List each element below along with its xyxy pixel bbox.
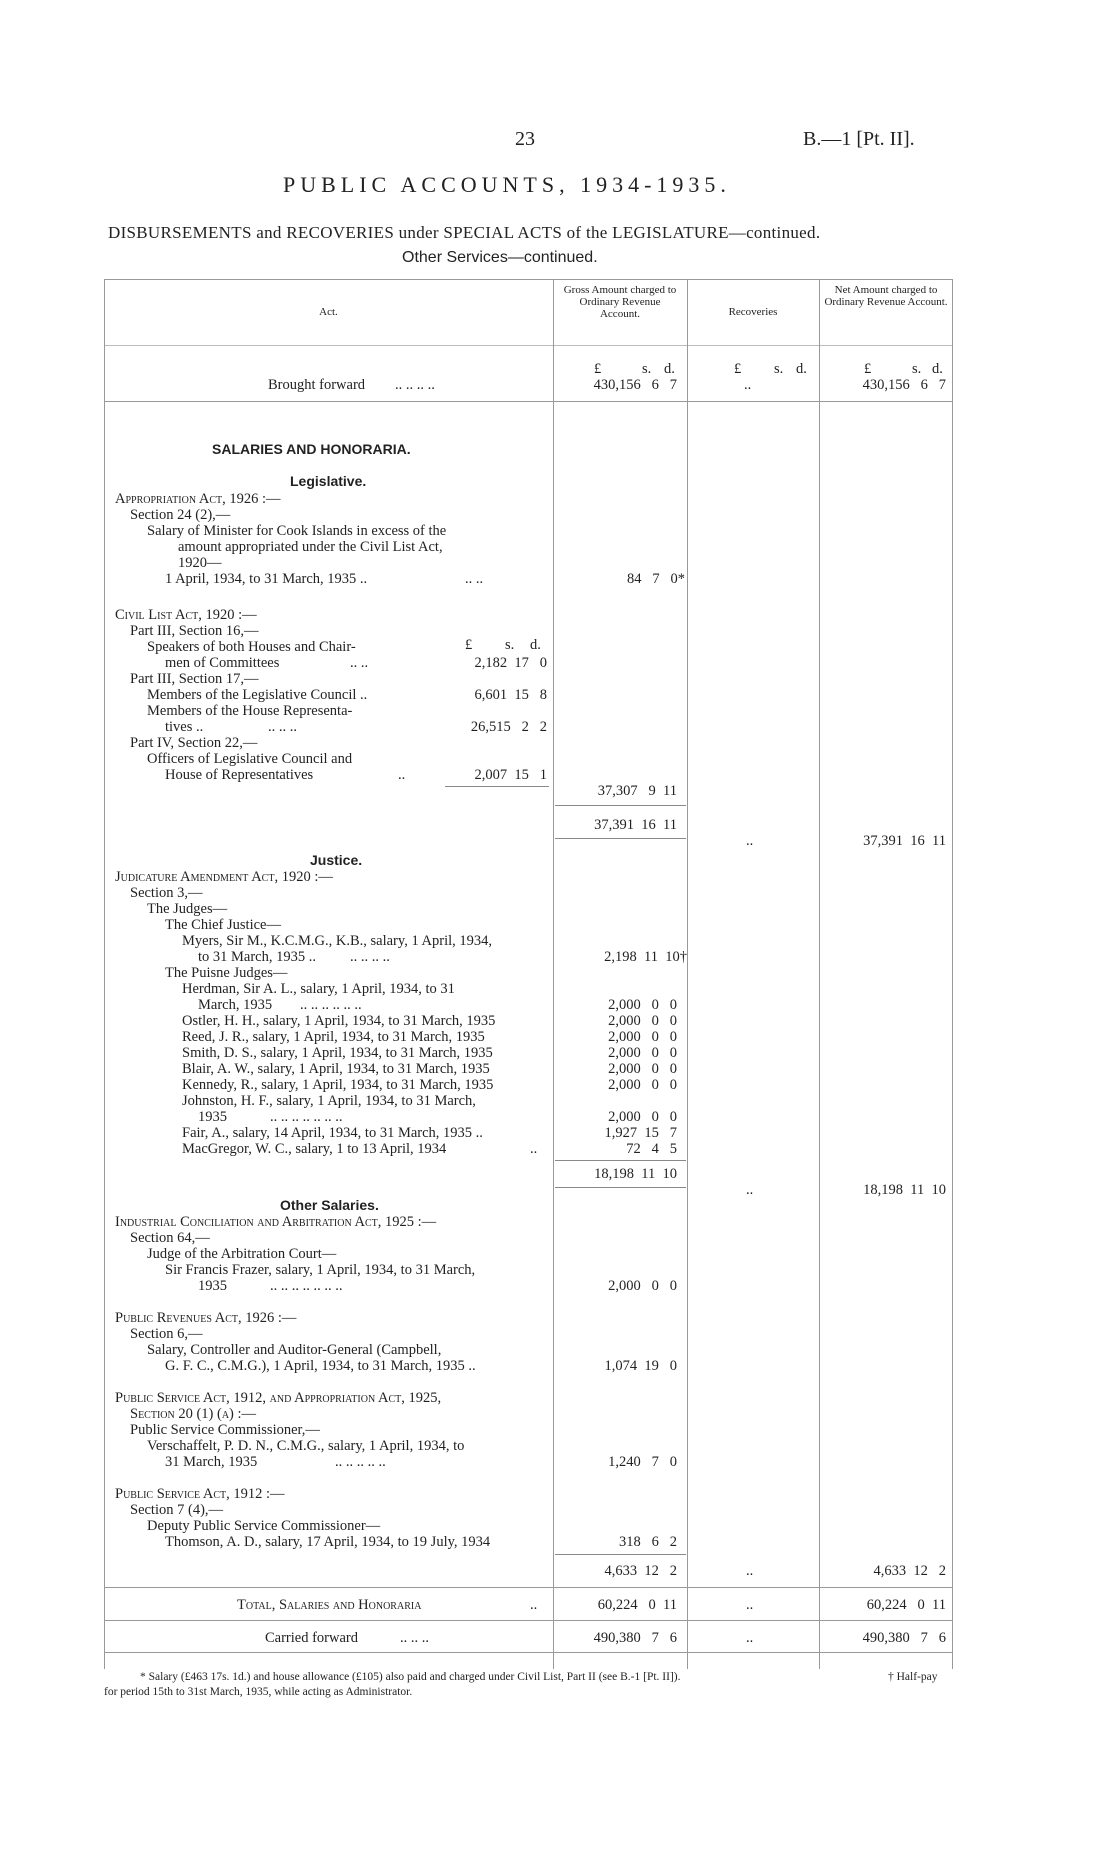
carried-forward-recoveries: .. [746, 1630, 754, 1646]
rec-pound-head: £ [734, 361, 742, 377]
brought-forward-net: 430,156 6 7 [862, 377, 946, 393]
column-header-gross: Gross Amount charged to Ordinary Revenue Account. [563, 284, 677, 320]
revenues-line-4: G. F. C., C.M.G.), 1 April, 1934, to 31 March, 1935 .. [165, 1358, 476, 1374]
justice-line-7: The Puisne Judges— [165, 965, 288, 981]
net-column-rule [819, 279, 820, 1669]
civil-list-line-4-leaders: .. .. [350, 655, 369, 671]
column-header-act: Act. [319, 306, 338, 318]
justice-total-net: 18,198 11 10 [863, 1182, 946, 1198]
civil-list-line-11-leaders: .. [398, 767, 406, 783]
service-line-3: Public Service Commissioner,— [130, 1422, 320, 1438]
net-pound-head: £ [864, 361, 872, 377]
recoveries-column-rule [687, 279, 688, 1669]
deputy-line-3: Deputy Public Service Commissioner— [147, 1518, 381, 1534]
other-line-5: 1935 [198, 1278, 227, 1294]
justice-line-2: Section 3,— [130, 885, 203, 901]
footnote-line-2: for period 15th to 31st March, 1935, while acting as Administrator. [104, 1686, 413, 1698]
legislative-line-4: amount appropriated under the Civil List Act, [178, 539, 443, 555]
justice-line-13: Blair, A. W., salary, 1 April, 1934, to 31 March, 1935 [182, 1061, 490, 1077]
net-shilling-head: s. [912, 361, 922, 377]
macgregor-gross: 72 4 5 [626, 1141, 677, 1157]
legislative-line-5: 1920— [178, 555, 222, 571]
carried-top-rule [104, 1620, 952, 1621]
smith-gross: 2,000 0 0 [608, 1045, 677, 1061]
carried-forward-net: 490,380 7 6 [862, 1630, 946, 1646]
civil-list-line-2: Part III, Section 16,— [130, 623, 259, 639]
total-salaries-net: 60,224 0 11 [866, 1597, 946, 1613]
service-line-5-leaders: .. .. .. .. .. [335, 1454, 386, 1470]
gross-shilling-head: s. [642, 361, 652, 377]
civil-list-line-7: Members of the House Representa- [147, 703, 353, 719]
brought-forward-label: Brought forward [268, 377, 366, 393]
table-top-rule [104, 279, 952, 280]
justice-line-5: Myers, Sir M., K.C.M.G., K.B., salary, 1 April, 1934, [182, 933, 493, 949]
deputy-commissioner-gross: 318 6 2 [619, 1534, 677, 1550]
brought-forward-leaders: .. .. .. .. [395, 377, 435, 393]
civil-list-line-9: Part IV, Section 22,— [130, 735, 258, 751]
total-salaries-recoveries: .. [746, 1597, 754, 1613]
ostler-gross: 2,000 0 0 [608, 1013, 677, 1029]
other-line-3: Judge of the Arbitration Court— [147, 1246, 337, 1262]
auditor-general-gross: 1,074 19 0 [604, 1358, 677, 1374]
justice-line-11: Reed, J. R., salary, 1 April, 1934, to 31 March, 1935 [182, 1029, 485, 1045]
brought-forward-recoveries: .. [744, 377, 752, 393]
legislative-total-bottom-rule [555, 838, 686, 839]
service-line-4: Verschaffelt, P. D. N., C.M.G., salary, 1 April, 1934, to [147, 1438, 465, 1454]
legislative-total-gross: 37,391 16 11 [594, 817, 677, 833]
other-salaries-heading: Other Salaries. [280, 1197, 379, 1213]
kennedy-gross: 2,000 0 0 [608, 1077, 677, 1093]
justice-line-17: Fair, A., salary, 14 April, 1934, to 31 March, 1935 .. [182, 1125, 483, 1141]
other-total-gross: 4,633 12 2 [604, 1563, 677, 1579]
other-total-rule [555, 1554, 686, 1555]
deputy-line-4: Thomson, A. D., salary, 17 April, 1934, to 19 July, 1934 [165, 1534, 491, 1550]
total-top-rule [104, 1587, 952, 1588]
civil-list-subtotal-gross: 37,307 9 11 [597, 783, 677, 799]
judicature-act-line: Judicature Amendment Act, 1920 :— [115, 869, 333, 885]
salaries-heading: SALARIES AND HONORARIA. [212, 441, 411, 457]
revenues-line-3: Salary, Controller and Auditor-General (Campbell, [147, 1342, 442, 1358]
document-reference: B.—1 [Pt. II]. [803, 128, 915, 150]
gross-column-rule [553, 279, 554, 1669]
justice-line-4: The Chief Justice— [165, 917, 281, 933]
brought-forward-rule [104, 401, 952, 402]
carried-forward-leaders: .. .. .. [400, 1630, 429, 1646]
other-total-recoveries: .. [746, 1563, 754, 1579]
public-revenues-act-line: Public Revenues Act, 1926 :— [115, 1310, 297, 1326]
civil-list-act-line: Civil List Act, 1920 :— [115, 607, 257, 623]
herdman-gross: 2,000 0 0 [608, 997, 677, 1013]
civil-list-line-6: Members of the Legislative Council .. [147, 687, 368, 703]
justice-line-8: Herdman, Sir A. L., salary, 1 April, 1934, to 31 [182, 981, 455, 997]
civil-list-subtotal-rule [445, 786, 549, 787]
civil-list-line-5: Part III, Section 17,— [130, 671, 259, 687]
justice-line-6: to 31 March, 1935 .. [198, 949, 316, 965]
commissioner-gross: 1,240 7 0 [608, 1454, 677, 1470]
inner-pound-head: £ [465, 637, 473, 653]
total-salaries-leaders: .. [530, 1597, 538, 1613]
section-subtitle: Other Services—continued. [402, 249, 598, 266]
other-line-2: Section 64,— [130, 1230, 210, 1246]
public-service-1912-line: Public Service Act, 1912 :— [115, 1486, 285, 1502]
public-service-act-line: Public Service Act, 1912, and Appropriation Act, 1925, [115, 1390, 442, 1406]
table-right-rule [952, 279, 953, 1669]
legislative-total-rule [555, 805, 686, 806]
justice-line-9: March, 1935 [198, 997, 273, 1013]
total-salaries-gross: 60,224 0 11 [597, 1597, 677, 1613]
justice-line-18-leaders: .. [530, 1141, 538, 1157]
justice-line-16-leaders: .. .. .. .. .. .. .. [270, 1109, 343, 1125]
carried-forward-label: Carried forward [265, 1630, 358, 1646]
justice-total-gross: 18,198 11 10 [594, 1166, 677, 1182]
service-line-5: 31 March, 1935 [165, 1454, 258, 1470]
brought-forward-gross: 430,156 6 7 [593, 377, 677, 393]
civil-list-line-4: men of Committees [165, 655, 280, 671]
page-title: PUBLIC ACCOUNTS, 1934-1935. [283, 172, 731, 197]
legislative-line-2: Section 24 (2),— [130, 507, 231, 523]
johnston-gross: 2,000 0 0 [608, 1109, 677, 1125]
table-left-rule [104, 279, 105, 1669]
revenues-line-2: Section 6,— [130, 1326, 203, 1342]
other-line-5-leaders: .. .. .. .. .. .. .. [270, 1278, 343, 1294]
industrial-act-line: Industrial Conciliation and Arbitration Act, 1925 :— [115, 1214, 437, 1230]
justice-line-10: Ostler, H. H., salary, 1 April, 1934, to 31 March, 1935 [182, 1013, 496, 1029]
footnote-line-1b: † Half-pay [888, 1671, 938, 1683]
justice-line-3: The Judges— [147, 901, 228, 917]
fair-gross: 1,927 15 7 [604, 1125, 677, 1141]
legislative-line-3: Salary of Minister for Cook Islands in excess of the [147, 523, 447, 539]
justice-line-18: MacGregor, W. C., salary, 1 to 13 April, 1934 [182, 1141, 447, 1157]
reed-gross: 2,000 0 0 [608, 1029, 677, 1045]
page-number: 23 [515, 128, 535, 150]
service-line-2: Section 20 (1) (a) :— [130, 1406, 257, 1422]
justice-heading: Justice. [310, 852, 363, 868]
justice-total-rule [555, 1160, 686, 1161]
gross-pound-head: £ [594, 361, 602, 377]
justice-total-recoveries: .. [746, 1182, 754, 1198]
other-line-4: Sir Francis Frazer, salary, 1 April, 1934, to 31 March, [165, 1262, 476, 1278]
gross-pence-head: d. [664, 361, 675, 377]
legislative-total-net: 37,391 16 11 [863, 833, 946, 849]
table-bottom-rule [104, 1652, 952, 1653]
arbitration-judge-gross: 2,000 0 0 [608, 1278, 677, 1294]
legislative-heading: Legislative. [290, 473, 367, 489]
footnote-line-1: * Salary (£463 17s. 1d.) and house allowance (£105) also paid and charged under Civil List, Part II (see B.-1 [Pt. II]). [140, 1671, 681, 1683]
civil-list-line-8: tives .. [165, 719, 204, 735]
officers-amount: 2,007 15 1 [474, 767, 547, 783]
justice-line-15: Johnston, H. F., salary, 1 April, 1934, to 31 March, [182, 1093, 476, 1109]
civil-list-line-10: Officers of Legislative Council and [147, 751, 353, 767]
legislative-council-amount: 6,601 15 8 [474, 687, 547, 703]
header-bottom-rule [104, 345, 952, 346]
total-salaries-label: Total, Salaries and Honoraria [237, 1597, 422, 1613]
house-representatives-amount: 26,515 2 2 [470, 719, 547, 735]
civil-list-line-3: Speakers of both Houses and Chair- [147, 639, 356, 655]
blair-gross: 2,000 0 0 [608, 1061, 677, 1077]
justice-line-12: Smith, D. S., salary, 1 April, 1934, to 31 March, 1935 [182, 1045, 493, 1061]
legislative-line-6-leaders: .. .. [465, 571, 484, 587]
chief-justice-gross: 2,198 11 10† [604, 949, 687, 965]
legislative-total-recoveries: .. [746, 833, 754, 849]
speakers-amount: 2,182 17 0 [474, 655, 547, 671]
deputy-line-2: Section 7 (4),— [130, 1502, 224, 1518]
justice-line-14: Kennedy, R., salary, 1 April, 1934, to 31 March, 1935 [182, 1077, 494, 1093]
justice-line-6-leaders: .. .. .. .. [350, 949, 390, 965]
carried-forward-gross: 490,380 7 6 [593, 1630, 677, 1646]
justice-line-16: 1935 [198, 1109, 227, 1125]
net-pence-head: d. [932, 361, 943, 377]
legislative-line-6: 1 April, 1934, to 31 March, 1935 .. [165, 571, 368, 587]
rec-shilling-head: s. [774, 361, 784, 377]
civil-list-line-11: House of Representatives [165, 767, 314, 783]
column-header-net: Net Amount charged to Ordinary Revenue Account. [824, 284, 948, 308]
column-header-recoveries: Recoveries [728, 306, 778, 318]
justice-line-9-leaders: .. .. .. .. .. .. [300, 997, 362, 1013]
legislative-minister-gross: 84 7 0* [627, 571, 685, 587]
approp-act-line: Appropriation Act, 1926 :— [115, 491, 281, 507]
inner-pence-head: d. [530, 637, 541, 653]
justice-total-bottom-rule [555, 1187, 686, 1188]
civil-list-line-8-leaders: .. .. .. [268, 719, 297, 735]
rec-pence-head: d. [796, 361, 807, 377]
other-total-net: 4,633 12 2 [873, 1563, 946, 1579]
inner-shilling-head: s. [505, 637, 515, 653]
page-subtitle: DISBURSEMENTS and RECOVERIES under SPECIAL ACTS of the LEGISLATURE—continued. [108, 223, 821, 242]
